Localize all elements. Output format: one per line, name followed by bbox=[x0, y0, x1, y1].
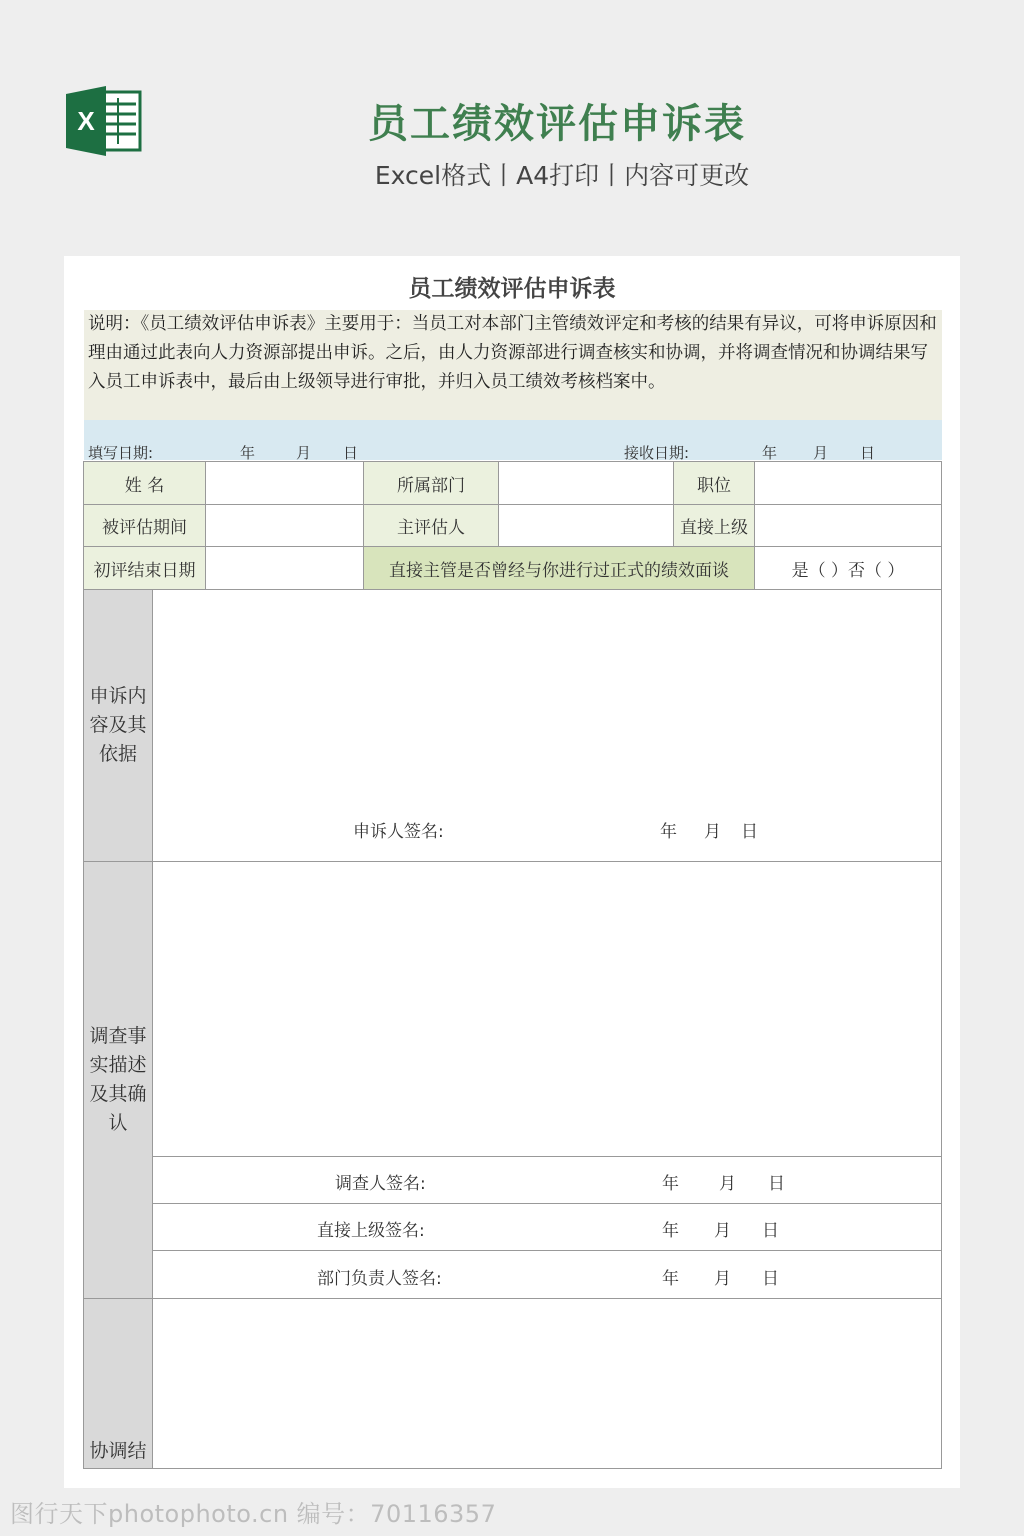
supervisor-label: 直接上级 bbox=[674, 505, 755, 547]
interview-question: 直接主管是否曾经与你进行过正式的绩效面谈 bbox=[364, 547, 755, 590]
department-label: 所属部门 bbox=[364, 462, 499, 505]
appeal-month: 月 bbox=[704, 822, 721, 842]
supervisor-sign-label: 直接上级签名: bbox=[317, 1221, 425, 1241]
dept-head-month: 月 bbox=[714, 1268, 731, 1289]
investigator-day: 日 bbox=[768, 1174, 785, 1194]
appeal-section-label: 申诉内容及其依据 bbox=[84, 590, 153, 862]
evaluator-input[interactable] bbox=[499, 505, 674, 547]
supervisor-month: 月 bbox=[714, 1221, 731, 1241]
dept-head-day: 日 bbox=[762, 1268, 779, 1289]
receive-date-day: 日 bbox=[860, 444, 876, 462]
name-input[interactable] bbox=[206, 462, 364, 505]
sheet-title: 员工绩效评估申诉表 bbox=[408, 276, 616, 302]
svg-text:X: X bbox=[77, 106, 95, 136]
fill-date-year: 年 bbox=[240, 444, 256, 462]
investigation-content-area[interactable] bbox=[153, 862, 942, 1157]
receive-date-month: 月 bbox=[813, 444, 829, 462]
yes-no-choice[interactable]: 是（ ）否（ ） bbox=[755, 547, 942, 590]
fill-date-month: 月 bbox=[296, 444, 312, 462]
date-row bbox=[84, 420, 942, 460]
end-date-label: 初评结束日期 bbox=[84, 547, 206, 590]
investigator-sign-row[interactable] bbox=[153, 1157, 942, 1204]
supervisor-year: 年 bbox=[662, 1221, 679, 1241]
receive-date-label: 接收日期: bbox=[624, 444, 690, 462]
department-input[interactable] bbox=[499, 462, 674, 505]
dept-head-sign-label: 部门负责人签名: bbox=[317, 1268, 442, 1289]
period-label: 被评估期间 bbox=[84, 505, 206, 547]
evaluator-label: 主评估人 bbox=[364, 505, 499, 547]
form-sheet bbox=[64, 256, 960, 1488]
dept-head-year: 年 bbox=[662, 1268, 679, 1289]
investigation-section-label: 调查事实描述及其确认 bbox=[84, 862, 153, 1299]
position-label: 职位 bbox=[674, 462, 755, 505]
instructions-note: 说明：《员工绩效评估申诉表》主要用于：当员工对本部门主管绩效评定和考核的结果有异议，可将申诉原因和理由通过此表向人力资源部提出申诉。之后，由人力资源部进行调查核实和协调，并将调查情况和协调结果写入员工申诉表中，最后由上级领导进行审批，并归入员工绩效考核档案中。 bbox=[84, 310, 942, 420]
fill-date-day: 日 bbox=[343, 444, 359, 462]
appeal-signature-line bbox=[153, 817, 941, 841]
period-input[interactable] bbox=[206, 505, 364, 547]
investigator-sign-label: 调查人签名: bbox=[335, 1174, 426, 1194]
watermark: 图行天下photophoto.cn 编号：70116357 bbox=[10, 1500, 497, 1528]
investigator-month: 月 bbox=[719, 1174, 736, 1194]
appeal-day: 日 bbox=[741, 822, 758, 842]
dept-head-sign-row[interactable] bbox=[153, 1251, 942, 1299]
appeal-sign-label: 申诉人签名: bbox=[353, 822, 444, 842]
position-input[interactable] bbox=[755, 462, 942, 505]
supervisor-day: 日 bbox=[762, 1221, 779, 1241]
coordination-content-area[interactable] bbox=[153, 1299, 942, 1469]
banner-title: 员工绩效评估申诉表 bbox=[368, 101, 746, 147]
supervisor-input[interactable] bbox=[755, 505, 942, 547]
fill-date-label: 填写日期: bbox=[88, 444, 154, 462]
investigator-year: 年 bbox=[662, 1174, 679, 1194]
end-date-input[interactable] bbox=[206, 547, 364, 590]
appeal-year: 年 bbox=[660, 822, 677, 842]
coordination-section-label: 协调结 bbox=[84, 1299, 153, 1469]
name-label: 姓 名 bbox=[84, 462, 206, 505]
receive-date-year: 年 bbox=[762, 444, 778, 462]
supervisor-sign-row[interactable] bbox=[153, 1204, 942, 1251]
banner-subtitle: Excel格式丨A4打印丨内容可更改 bbox=[374, 161, 750, 190]
appeal-content-area[interactable] bbox=[153, 590, 942, 862]
appeal-form-table bbox=[83, 461, 942, 1469]
